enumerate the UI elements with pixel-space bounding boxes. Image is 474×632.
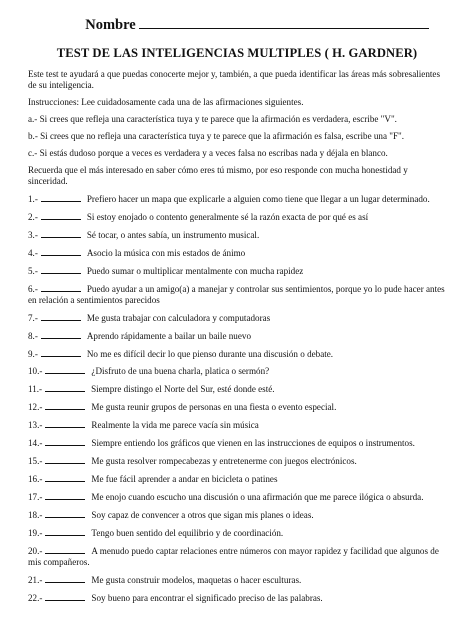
question-number: 17.- — [28, 492, 43, 502]
answer-blank[interactable] — [45, 437, 85, 446]
name-row — [28, 0, 446, 36]
question-item — [28, 592, 446, 604]
question-item — [28, 455, 446, 467]
question-text: Aprendo rápidamente a bailar un baile nuevo — [86, 330, 251, 341]
question-number: 6.- — [28, 283, 38, 294]
question-item — [28, 509, 446, 521]
question-number: 8.- — [28, 330, 38, 341]
answer-blank[interactable] — [41, 265, 81, 274]
answer-blank[interactable] — [45, 455, 85, 464]
question-item — [28, 229, 446, 241]
question-text: Puedo ayudar a un amigo(a) a manejar y controlar sus sentimientos, porque yo lo pude hacer antes en relación a sentimientos parecidos — [28, 283, 445, 305]
question-list — [28, 193, 446, 604]
question-item — [28, 247, 446, 259]
question-number: 13.- — [28, 420, 43, 431]
question-item — [28, 348, 446, 360]
question-text: Sé tocar, o antes sabía, un instrumento musical. — [86, 229, 260, 240]
question-item — [28, 211, 446, 223]
question-number: 12.- — [28, 402, 43, 413]
question-number: 7.- — [28, 312, 38, 323]
answer-blank[interactable] — [45, 365, 85, 374]
answer-blank[interactable] — [41, 211, 81, 220]
question-number: 18.- — [28, 509, 43, 520]
question-number: 3.- — [28, 229, 38, 240]
question-number: 14.- — [28, 438, 43, 449]
instructions-paragraph: Instrucciones: Lee cuidadosamente cada una de las afirmaciones siguientes. — [28, 97, 304, 107]
question-item — [28, 401, 446, 413]
name-field-line[interactable] — [139, 14, 429, 29]
question-number: 9.- — [28, 348, 38, 359]
question-number: 11.- — [28, 384, 43, 395]
question-text: Soy capaz de convencer a otros que sigan mis planes o ideas. — [91, 509, 314, 520]
answer-blank[interactable] — [41, 312, 81, 321]
instruction-b: b.- Si crees que no refleja una característica tuya y te parece que la afirmación es falsa, escribe una "F". — [28, 131, 405, 141]
answer-blank[interactable] — [41, 229, 81, 238]
question-number: 19.- — [28, 527, 43, 538]
question-item — [28, 545, 446, 568]
answer-blank[interactable] — [45, 383, 85, 392]
question-number: 15.- — [28, 456, 43, 467]
page-title: TEST DE LAS INTELIGENCIAS MULTIPLES ( H. GARDNER) — [56, 46, 418, 60]
answer-blank[interactable] — [41, 348, 81, 357]
answer-blank[interactable] — [45, 509, 85, 518]
question-number: 1.- — [28, 194, 38, 204]
question-number: 5.- — [28, 265, 38, 276]
question-item — [28, 473, 446, 485]
answer-blank[interactable] — [41, 193, 81, 202]
answer-blank[interactable] — [45, 473, 85, 482]
question-number: 21.- — [28, 574, 43, 585]
question-text: Siempre distingo el Norte del Sur, esté donde esté. — [91, 384, 275, 395]
answer-blank[interactable] — [45, 491, 85, 500]
question-text: Me gusta trabajar con calculadora y computadoras — [86, 312, 271, 323]
question-item — [28, 283, 446, 306]
question-text: Tengo buen sentido del equilibrio y de coordinación. — [91, 527, 284, 538]
question-text: Me gusta construir modelos, maquetas o hacer esculturas. — [91, 574, 302, 585]
question-text: ¿Disfruto de una buena charla, platica o sermón? — [91, 366, 270, 377]
instruction-c: c.- Si estás dudoso porque a veces es verdadera y a veces falsa no escribas nada y déjala en blanco. — [28, 148, 388, 158]
question-text: Si estoy enojado o contento generalmente sé la razón exacta de por qué es así — [86, 211, 369, 222]
question-item — [28, 383, 446, 395]
question-item — [28, 265, 446, 277]
question-item — [28, 312, 446, 324]
question-number: 10.- — [28, 366, 43, 377]
question-number: 22.- — [28, 592, 43, 603]
question-number: 16.- — [28, 474, 43, 485]
answer-blank[interactable] — [45, 401, 85, 410]
answer-blank[interactable] — [41, 247, 81, 256]
question-number: 20.- — [28, 545, 43, 556]
name-label: Nombre — [85, 17, 136, 33]
question-text: Me fue fácil aprender a andar en bicicleta o patines — [91, 474, 278, 485]
answer-blank[interactable] — [45, 574, 85, 583]
question-text: Me gusta reunir grupos de personas en una fiesta o evento especial. — [91, 402, 337, 413]
question-text: Me gusta resolver rompecabezas y entretenerme con juegos electrónicos. — [91, 456, 357, 467]
answer-blank[interactable] — [45, 592, 85, 601]
answer-blank[interactable] — [41, 330, 81, 339]
question-text: A menudo puedo captar relaciones entre números con mayor rapidez y facilidad que algunos de mis compañeros. — [28, 545, 439, 567]
answer-blank[interactable] — [41, 283, 81, 292]
intro-paragraph: Este test te ayudará a que puedas conocerte mejor y, también, a que pueda identificar las áreas más sobresalientes de su inteligencia. — [28, 69, 440, 90]
reminder-paragraph: Recuerda que el más interesado en saber cómo eres tú mismo, por eso responde con mucha honestidad y sinceridad. — [28, 165, 408, 186]
question-text: Me enojo cuando escucho una discusión o una afirmación que me parece ilógica o absurda. — [91, 492, 424, 502]
question-item — [28, 419, 446, 431]
question-text: Puedo sumar o multiplicar mentalmente con mucha rapidez — [86, 265, 304, 276]
question-text: Prefiero hacer un mapa que explicarle a alguien como tiene que llegar a un lugar determinado. — [86, 194, 430, 204]
question-item — [28, 574, 446, 586]
question-item — [28, 437, 446, 449]
question-text: No me es difícil decir lo que pienso durante una discusión o debate. — [86, 348, 334, 359]
question-item — [28, 491, 446, 503]
question-item — [28, 330, 446, 342]
question-item — [28, 365, 446, 377]
question-text: Soy bueno para encontrar el significado preciso de las palabras. — [91, 592, 323, 603]
answer-blank[interactable] — [45, 419, 85, 428]
question-number: 2.- — [28, 211, 38, 222]
question-text: Realmente la vida me parece vacía sin música — [91, 420, 259, 431]
question-item — [28, 193, 446, 205]
question-text: Siempre entiendo los gráficos que vienen en las instrucciones de equipos o instrumentos. — [91, 438, 415, 449]
question-number: 4.- — [28, 247, 38, 258]
question-text: Asocio la música con mis estados de ánimo — [86, 247, 246, 258]
instruction-a: a.- Si crees que refleja una característica tuya y te parece que la afirmación es verdadera, escribe "V". — [28, 114, 397, 124]
question-item — [28, 527, 446, 539]
answer-blank[interactable] — [45, 527, 85, 536]
answer-blank[interactable] — [45, 545, 85, 554]
